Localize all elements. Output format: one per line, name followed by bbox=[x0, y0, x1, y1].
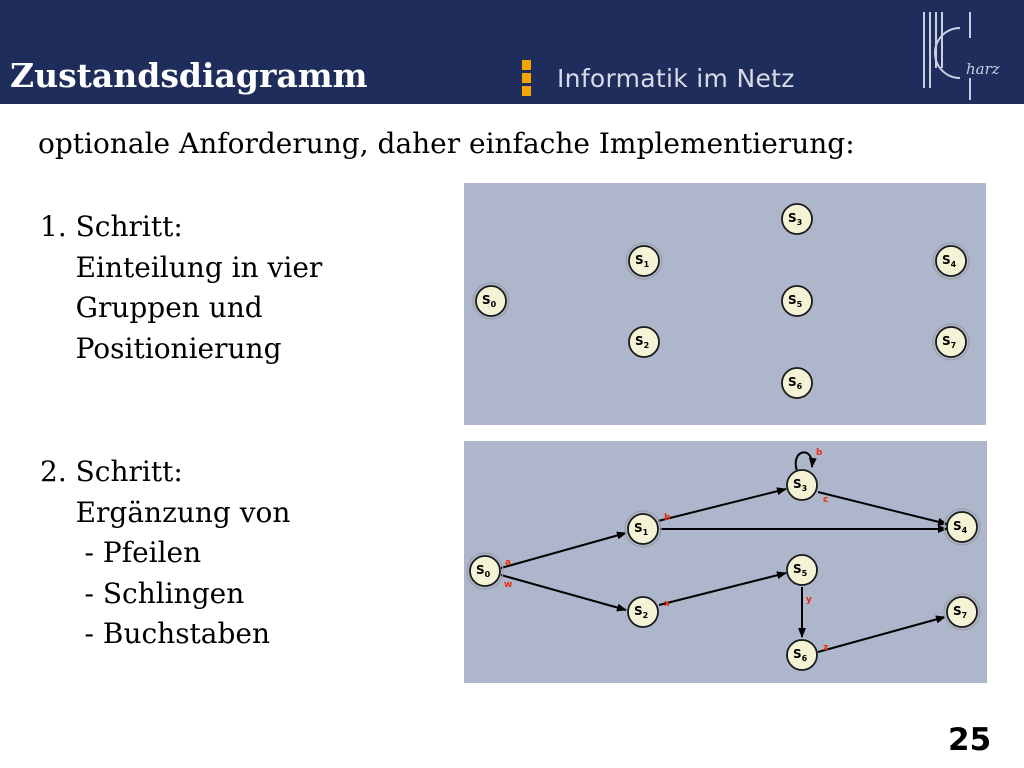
state-node bbox=[782, 368, 812, 398]
step1-line: Einteilung in vier bbox=[40, 250, 323, 284]
svg-text:S5: $S_5$ bbox=[793, 562, 808, 578]
diagram-transitions bbox=[464, 441, 987, 683]
intro-text: optionale Anforderung, daher einfache Implementierung: bbox=[38, 127, 855, 160]
svg-text:S6: $S_6$ bbox=[793, 647, 808, 663]
svg-text:S3: $S_3$ bbox=[788, 211, 803, 227]
edge-label: b bbox=[664, 513, 671, 523]
edge-label: z bbox=[823, 643, 829, 653]
step2-line: - Pfeilen bbox=[40, 536, 202, 569]
state-node bbox=[944, 509, 980, 545]
step2-line: 2. Schritt: bbox=[40, 455, 183, 488]
transition-arrow bbox=[501, 533, 626, 568]
svg-text:S6: $S_6$ bbox=[788, 375, 803, 391]
svg-text:S2: $S_2$ bbox=[635, 334, 650, 350]
state-node bbox=[626, 243, 662, 279]
university-logo bbox=[920, 8, 1020, 102]
transition-arrow bbox=[659, 573, 786, 605]
svg-text:S5: $S_5$ bbox=[788, 293, 803, 309]
state-node bbox=[628, 597, 658, 627]
self-loop-arrow bbox=[796, 452, 812, 471]
svg-text:S4: $S_4$ bbox=[942, 253, 957, 269]
state-node bbox=[787, 470, 817, 500]
step1-line: Gruppen und bbox=[40, 291, 263, 324]
transition-arrow bbox=[501, 575, 626, 610]
transition-arrow bbox=[658, 489, 786, 521]
svg-text:S2: $S_2$ bbox=[634, 604, 649, 620]
diagram-positions-svg bbox=[464, 183, 986, 425]
svg-text:S4: $S_4$ bbox=[953, 519, 968, 535]
step1-text bbox=[40, 207, 322, 369]
edge-label: c bbox=[823, 495, 829, 505]
brand-text: Informatik im Netz bbox=[557, 63, 795, 93]
edge-label: w bbox=[504, 580, 513, 590]
state-node bbox=[473, 283, 509, 319]
svg-text:S0: $S_0$ bbox=[482, 293, 497, 309]
brand bbox=[522, 60, 795, 96]
svg-text:S3: $S_3$ bbox=[793, 477, 808, 493]
step2-line: Ergänzung von bbox=[40, 495, 291, 529]
edge-label: b bbox=[816, 448, 823, 458]
state-node bbox=[944, 594, 980, 630]
step2-line: - Buchstaben bbox=[40, 617, 271, 650]
svg-text:S1: $S_1$ bbox=[634, 521, 649, 537]
step2-line: - Schlingen bbox=[40, 576, 245, 610]
state-node bbox=[933, 324, 969, 360]
svg-text:S7: $S_7$ bbox=[942, 334, 957, 350]
state-node bbox=[625, 511, 661, 547]
state-node bbox=[782, 204, 812, 234]
state-node bbox=[787, 640, 817, 670]
diagram-positions bbox=[464, 183, 986, 425]
svg-text:S1: $S_1$ bbox=[635, 253, 650, 269]
step1-line: Positionierung bbox=[40, 331, 282, 365]
page-number: 25 bbox=[948, 722, 992, 758]
transition-arrow bbox=[818, 492, 947, 524]
header-bar bbox=[0, 0, 1024, 104]
state-node bbox=[467, 553, 503, 589]
slide-title: Zustandsdiagramm bbox=[10, 56, 368, 95]
state-node bbox=[629, 327, 659, 357]
state-node bbox=[933, 243, 969, 279]
state-node bbox=[787, 555, 817, 585]
diagram-transitions-svg bbox=[464, 441, 987, 683]
svg-text:S0: $S_0$ bbox=[476, 563, 491, 579]
svg-text:S7: $S_7$ bbox=[953, 604, 968, 620]
edge-label: y bbox=[806, 595, 812, 605]
edge-label: a bbox=[505, 558, 512, 568]
step2-text bbox=[40, 452, 290, 655]
edge-label: x bbox=[664, 599, 670, 609]
state-node bbox=[782, 286, 812, 316]
step1-line: 1. Schritt: bbox=[40, 210, 183, 243]
transition-arrow bbox=[818, 617, 945, 652]
brand-bar-icon bbox=[522, 60, 531, 96]
logo-text: harz bbox=[966, 60, 1000, 78]
